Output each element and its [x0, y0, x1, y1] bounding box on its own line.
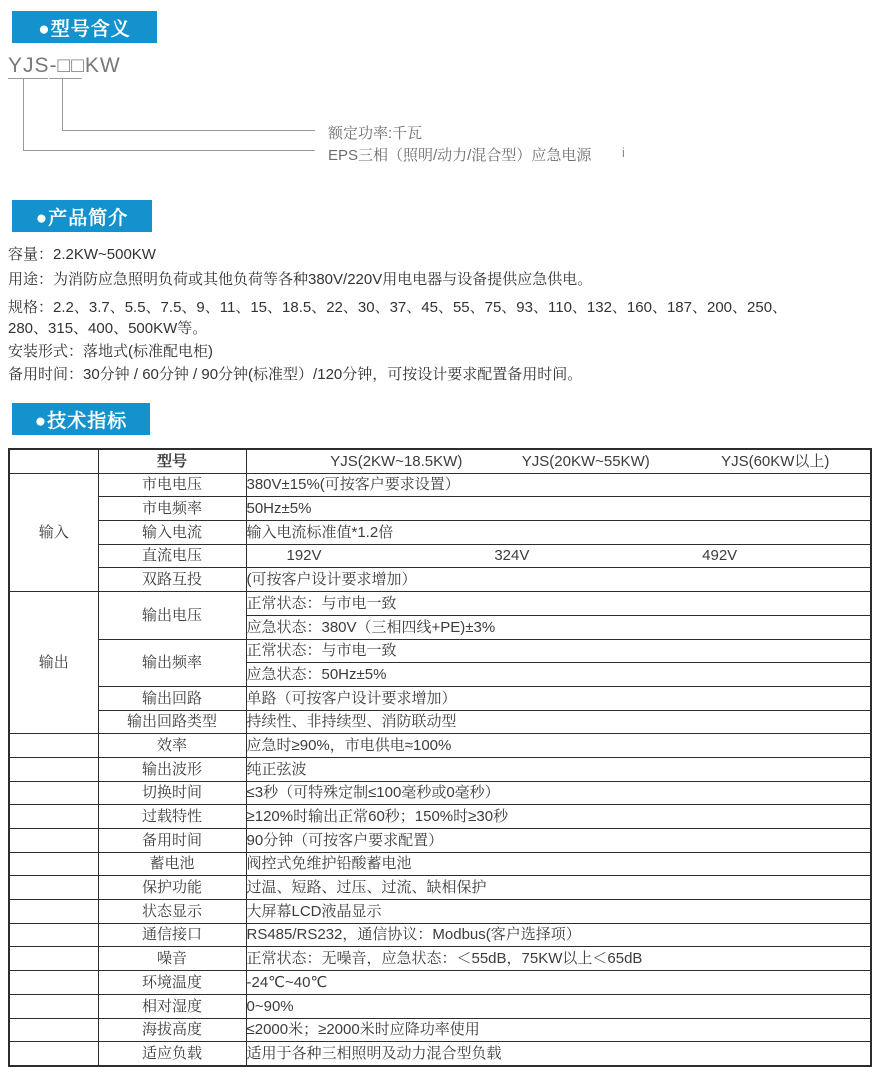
group-cell-empty — [9, 852, 98, 876]
row-label: 环境温度 — [98, 971, 246, 995]
underline-boxes — [49, 78, 82, 79]
tech-specs-table — [8, 448, 872, 1067]
group-cell-empty — [9, 1018, 98, 1042]
group-cell-empty — [9, 994, 98, 1018]
group-cell-empty — [9, 449, 98, 473]
row-value: 单路（可按客户设计要求增加） — [246, 686, 871, 710]
row-value: ≤3秒（可特殊定制≤100毫秒或0毫秒） — [246, 781, 871, 805]
row-label: 相对湿度 — [98, 994, 246, 1018]
row-label: 输出波形 — [98, 757, 246, 781]
group-cell-empty — [9, 734, 98, 758]
group-cell-empty — [9, 947, 98, 971]
intro-specs-line-1: 规格：2.2、3.7、5.5、7.5、9、11、15、18.5、22、30、37、45、55、75、93、110、132、160、187、200、250、 — [8, 299, 788, 316]
row-label: 通信接口 — [98, 923, 246, 947]
row-value: 持续性、非持续型、消防联动型 — [246, 710, 871, 734]
rated-power-label: 额定功率:千瓦 — [328, 125, 423, 142]
row-value: 应急时≥90%，市电供电≈100% — [246, 734, 871, 758]
connector-horizontal-rated-power — [62, 130, 315, 131]
row-value: 50Hz±5% — [246, 497, 871, 521]
group-cell-empty — [9, 923, 98, 947]
row-value: ≤2000米；≥2000米时应降功率使用 — [246, 1018, 871, 1042]
row-value: 大屏幕LCD液晶显示 — [246, 900, 871, 924]
row-label: 直流电压 — [98, 544, 246, 568]
intro-specs-line-2: 280、315、400、500KW等。 — [8, 320, 208, 337]
row-value: 正常状态：与市电一致 — [246, 592, 871, 616]
row-value: 正常状态：无噪音，应急状态：＜55dB，75KW以上＜65dB — [246, 947, 871, 971]
row-label: 过载特性 — [98, 805, 246, 829]
row-label: 效率 — [98, 734, 246, 758]
row-value-dc — [246, 544, 871, 568]
row-label: 切换时间 — [98, 781, 246, 805]
row-value: 0~90% — [246, 994, 871, 1018]
row-label: 输出回路 — [98, 686, 246, 710]
intro-capacity-line: 容量：2.2KW~500KW — [8, 246, 156, 263]
table-row — [9, 568, 871, 592]
row-value: 输入电流标准值*1.2倍 — [246, 521, 871, 545]
table-row — [9, 994, 871, 1018]
model-range-3: YJS(60KW以上) — [721, 452, 830, 470]
row-label: 海拔高度 — [98, 1018, 246, 1042]
table-row — [9, 947, 871, 971]
table-row — [9, 639, 871, 663]
intro-backup-time-line: 备用时间：30分钟 / 60分钟 / 90分钟(标准型）/120分钟，可按设计要求配置备用时间。 — [8, 366, 583, 383]
model-header-label: 型号 — [98, 449, 246, 473]
table-row — [9, 734, 871, 758]
table-row — [9, 497, 871, 521]
dc-voltage-3: 492V — [702, 547, 738, 565]
row-value: ≥120%时输出正常60秒；150%时≥30秒 — [246, 805, 871, 829]
group-cell-empty — [9, 781, 98, 805]
model-range-1: YJS(2KW~18.5KW) — [330, 452, 463, 470]
dc-voltage-1: 192V — [286, 547, 322, 565]
table-row — [9, 876, 871, 900]
table-row — [9, 521, 871, 545]
eps-type-label: EPS三相（照明/动力/混合型）应急电源 — [328, 147, 592, 164]
row-value: 90分钟（可按客户要求配置） — [246, 829, 871, 853]
row-label: 状态显示 — [98, 900, 246, 924]
group-cell-empty — [9, 971, 98, 995]
model-code-text: YJS-□□KW — [8, 54, 121, 77]
table-row — [9, 1042, 871, 1066]
table-row — [9, 852, 871, 876]
table-row-model-header — [9, 449, 871, 473]
row-label-output-frequency: 输出频率 — [98, 639, 246, 686]
row-value: 应急状态：50Hz±5% — [246, 663, 871, 687]
row-label: 市电电压 — [98, 473, 246, 497]
row-label: 蓄电池 — [98, 852, 246, 876]
row-value: 应急状态：380V（三相四线+PE)±3% — [246, 615, 871, 639]
row-value: 正常状态：与市电一致 — [246, 639, 871, 663]
row-label: 适应负载 — [98, 1042, 246, 1066]
model-range-2: YJS(20KW~55KW) — [521, 452, 650, 470]
row-value: 380V±15%(可按客户要求设置） — [246, 473, 871, 497]
table-row — [9, 757, 871, 781]
group-cell-input: 输入 — [9, 473, 98, 591]
row-value: 纯正弦波 — [246, 757, 871, 781]
group-cell-empty — [9, 829, 98, 853]
table-row — [9, 829, 871, 853]
row-label: 市电频率 — [98, 497, 246, 521]
row-label: 保护功能 — [98, 876, 246, 900]
stray-note-mark: i — [622, 145, 625, 160]
row-value: -24℃~40℃ — [246, 971, 871, 995]
row-label: 输出回路类型 — [98, 710, 246, 734]
section-header-product-intro: ●产品简介 — [12, 200, 152, 232]
row-value: 过温、短路、过压、过流、缺相保护 — [246, 876, 871, 900]
row-value: 适用于各种三相照明及动力混合型负载 — [246, 1042, 871, 1066]
row-value: RS485/RS232，通信协议：Modbus(客户选择项） — [246, 923, 871, 947]
table-row-dc-voltage — [9, 544, 871, 568]
table-row — [9, 805, 871, 829]
group-cell-empty — [9, 1042, 98, 1066]
group-cell-empty — [9, 757, 98, 781]
intro-mounting-line: 安装形式：落地式(标准配电柜) — [8, 343, 213, 360]
table-row — [9, 900, 871, 924]
table-row — [9, 781, 871, 805]
connector-vertical-rated-power — [62, 79, 63, 131]
table-row — [9, 923, 871, 947]
group-cell-empty — [9, 900, 98, 924]
table-row — [9, 686, 871, 710]
connector-vertical-eps — [23, 79, 24, 151]
row-label: 输入电流 — [98, 521, 246, 545]
group-cell-empty — [9, 805, 98, 829]
row-value: 阀控式免维护铅酸蓄电池 — [246, 852, 871, 876]
row-label: 双路互投 — [98, 568, 246, 592]
group-cell-output: 输出 — [9, 592, 98, 734]
model-header-values — [246, 449, 871, 473]
row-label: 噪音 — [98, 947, 246, 971]
row-label-output-voltage: 输出电压 — [98, 592, 246, 639]
group-cell-empty — [9, 876, 98, 900]
table-row — [9, 1018, 871, 1042]
section-header-tech-specs: ●技术指标 — [12, 403, 150, 435]
connector-horizontal-eps — [23, 150, 315, 151]
row-value: (可按客户设计要求增加） — [246, 568, 871, 592]
dc-voltage-2: 324V — [494, 547, 530, 565]
table-row — [9, 473, 871, 497]
underline-yjs — [8, 78, 48, 79]
table-row — [9, 710, 871, 734]
intro-usage-line: 用途：为消防应急照明负荷或其他负荷等各种380V/220V用电电器与设备提供应急供电。 — [8, 271, 593, 288]
section-header-model-meaning: ●型号含义 — [12, 11, 157, 43]
table-row — [9, 971, 871, 995]
row-label: 备用时间 — [98, 829, 246, 853]
table-row — [9, 592, 871, 616]
